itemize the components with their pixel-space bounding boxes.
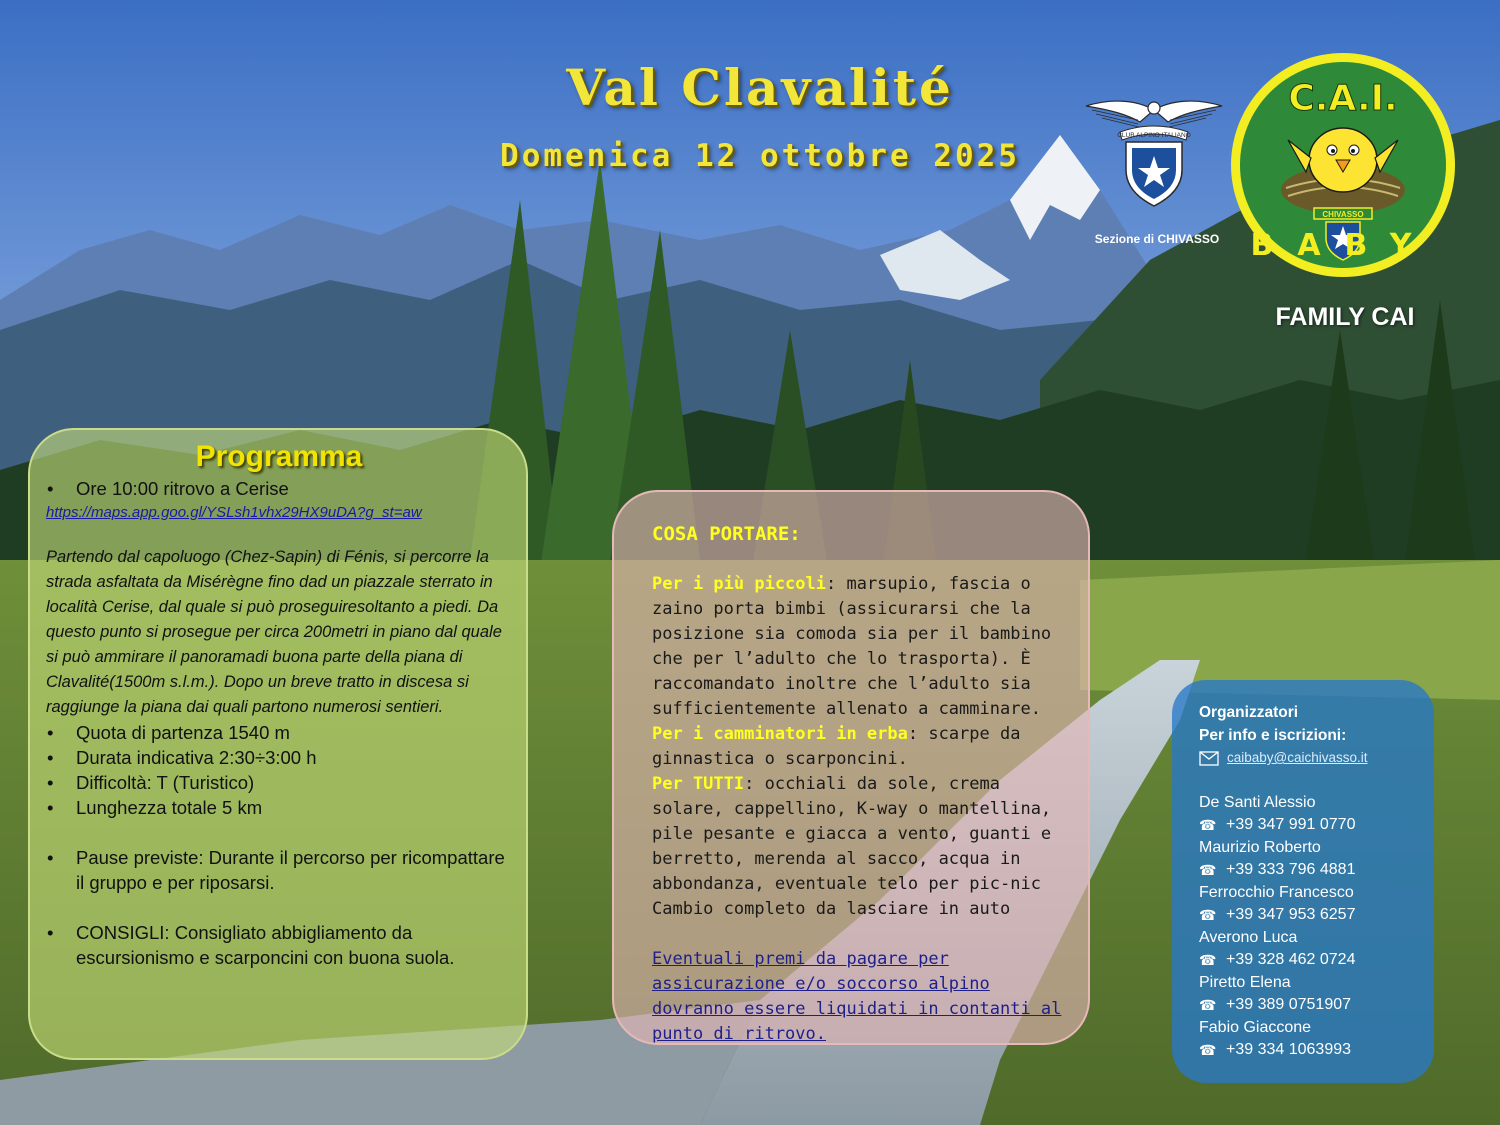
beginners-equipment: Per i camminatori in erba: scarpe da ginnastica o scarponcini. [652,724,1021,769]
contact-phone-row[interactable] [1199,814,1426,837]
change-clothes-note: Cambio completo da lasciare in auto [652,899,1011,919]
route-description: Partendo dal capoluogo (Chez-Sapin) di Fénis, si percorre la strada asfaltata da Misérègne fino dad un piazzale sterrato in località Cerise, dal quale si può proseguiresoltanto a piedi. Da questo punto si prosegue per circa 200metri in piano dal quale si può ammirare il panoramadi buona parte della piana di Clavalité(1500m s.l.m.). Dopo un breve tratto in discesa si raggiunge la piana dai quali partono numerosi sentieri. [46,548,502,716]
phone-icon: ☎ [1199,907,1217,923]
contact-name: Ferrocchio Francesco [1199,883,1354,901]
contact-list [1199,792,1426,1062]
baby-logo-top-text: C.A.I. [1288,78,1398,119]
contact-phone[interactable]: +39 334 1063993 [1226,1041,1352,1058]
contact-phone-row[interactable] [1199,904,1426,927]
cosa-portare-panel [612,490,1090,1045]
contact-phone[interactable]: +39 333 796 4881 [1226,861,1356,878]
contact-name: Fabio Giaccone [1199,1018,1312,1036]
organizers-title: Organizzatori [1199,704,1299,721]
info-subtitle: Per info e iscrizioni: [1199,726,1347,744]
family-cai-label: FAMILY CAI [1275,303,1415,331]
insurance-note: Eventuali premi da pagare per assicurazione e/o soccorso alpino dovranno essere liquidati in contanti al punto di ritrovo. [652,949,1062,1044]
contact-name: De Santi Alessio [1199,793,1316,811]
organizzatori-panel [1172,680,1434,1083]
maps-link[interactable]: https://maps.app.goo.gl/YSLsh1vhx29HX9uDA?g_st=aw [46,504,422,521]
everyone-equipment: Per TUTTI: occhiali da sole, crema solare, cappellino, K-way o mantellina, pile pesante e giacca a vento, guanti e berretto, merenda al sacco, acqua in abbondanza, eventuale telo per pic-nic [652,774,1052,894]
envelope-icon [1199,751,1219,766]
list-item: • Pause previste: Durante il percorso per ricompattare il gruppo e per riposarsi. [46,845,512,895]
contact-phone[interactable]: +39 328 462 0724 [1226,951,1356,968]
cai-eagle-logo [1082,92,1226,212]
section-label: Sezione di CHIVASSO [1094,232,1220,246]
contact-phone[interactable]: +39 347 953 6257 [1226,906,1356,923]
start-altitude: Quota di partenza 1540 m [76,722,290,743]
total-length: Lunghezza totale 5 km [76,797,263,818]
contact-name: Averono Luca [1199,928,1298,946]
list-item: • Difficoltà: T (Turistico) [46,770,512,795]
list-item: • Lunghezza totale 5 km [46,795,512,820]
email-row [1199,747,1426,770]
contact-phone-row[interactable] [1199,1039,1426,1062]
contact-phone[interactable]: +39 347 991 0770 [1226,816,1356,833]
programma-title: Programma [195,440,363,473]
contact-phone[interactable]: +39 389 0751907 [1226,996,1352,1013]
phone-icon: ☎ [1199,862,1217,878]
email-link[interactable]: caibaby@caichivasso.it [1227,750,1368,765]
phone-icon: ☎ [1199,997,1217,1013]
phone-icon: ☎ [1199,1042,1217,1058]
list-item: • Durata indicativa 2:30÷3:00 h [46,745,512,770]
kids-equipment: Per i più piccoli: marsupio, fascia o zaino porta bimbi (assicurarsi che la posizione sia comoda sia per il bambino che per l’adulto che lo trasporta). È raccomandato inoltre che l’adulto sia sufficientemente allenato a camminare. [652,574,1052,719]
duration: Durata indicativa 2:30÷3:00 h [76,747,317,768]
advice: CONSIGLI: Consigliato abbigliamento da escursionismo e scarponcini con buona suola. [76,922,455,968]
contact-name: Piretto Elena [1199,973,1291,991]
event-title: Val Clavalité [566,58,954,117]
event-date: Domenica 12 ottobre 2025 [500,138,1020,174]
list-item: • CONSIGLI: Consigliato abbigliamento da escursionismo e scarponcini con buona suola. [46,920,512,970]
pause-info: Pause previste: Durante il percorso per ricompattare il gruppo e per riposarsi. [76,847,505,893]
difficulty: Difficoltà: T (Turistico) [76,772,255,793]
contact-phone-row[interactable] [1199,949,1426,972]
cosa-portare-title: COSA PORTARE: [652,523,801,545]
contact-phone-row[interactable] [1199,859,1426,882]
cai-ribbon-text: CLUB ALPINO ITALIANO [1117,132,1191,139]
contact-name: Maurizio Roberto [1199,838,1321,856]
contact-phone-row[interactable] [1199,994,1426,1017]
baby-logo-ribbon: CHIVASSO [1322,210,1364,219]
list-item: • Quota di partenza 1540 m [46,720,512,745]
baby-logo-bottom-text: BABY [1250,228,1436,263]
cai-baby-logo [1228,50,1458,280]
programma-panel [28,428,528,1060]
meeting-time: Ore 10:00 ritrovo a Cerise [76,478,289,499]
list-item: • Ore 10:00 ritrovo a Cerise [46,476,512,501]
phone-icon: ☎ [1199,817,1217,833]
phone-icon: ☎ [1199,952,1217,968]
